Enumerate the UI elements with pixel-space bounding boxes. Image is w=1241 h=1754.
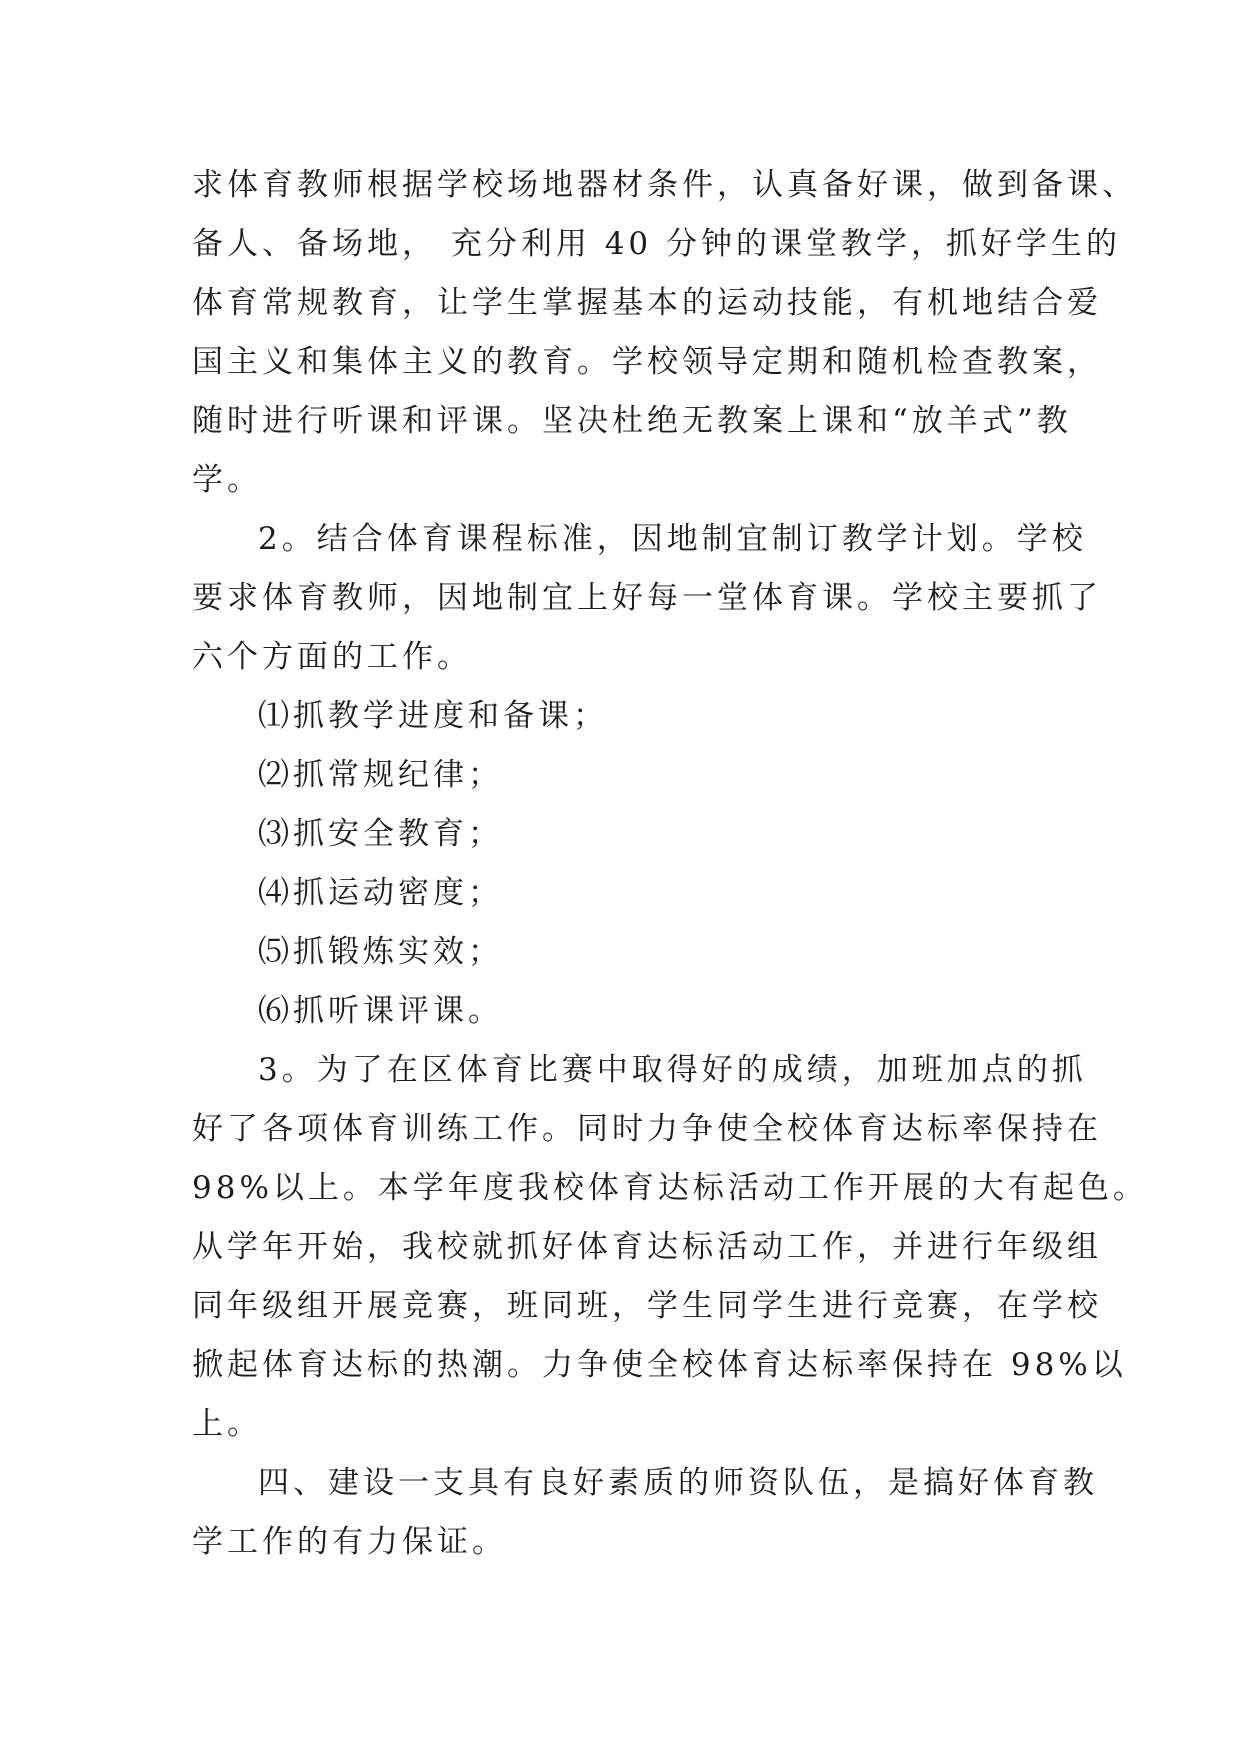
- list-item: ⑸抓锻炼实效；: [258, 934, 503, 970]
- text-line: 好了各项体育训练工作。同时力争使全校体育达标率保持在: [192, 1111, 1102, 1147]
- list-item: ⑷抓运动密度；: [258, 875, 503, 911]
- text-line: 备人、备场地， 充分利用 40 分钟的课堂教学，抓好学生的: [192, 226, 1122, 262]
- list-item: ⑴抓教学进度和备课；: [258, 698, 608, 734]
- text-line: 求体育教师根据学校场地器材条件，认真备好课，做到备课、: [192, 167, 1137, 203]
- text-line: 掀起体育达标的热潮。力争使全校体育达标率保持在 98%以: [192, 1347, 1127, 1383]
- text-line: 六个方面的工作。: [192, 639, 472, 675]
- text-line: 随时进行听课和评课。坚决杜绝无教案上课和“放羊式”教: [192, 403, 1072, 439]
- text-line: 四、建设一支具有良好素质的师资队伍，是搞好体育教: [258, 1465, 1098, 1501]
- list-item: ⑹抓听课评课。: [258, 993, 503, 1029]
- text-line: 要求体育教师，因地制宜上好每一堂体育课。学校主要抓了: [192, 580, 1102, 616]
- text-line: 学。: [192, 462, 262, 498]
- text-line: 2。结合体育课程标准，因地制宜制订教学计划。学校: [258, 521, 1087, 557]
- body-text: [192, 156, 1148, 1572]
- list-item: ⑶抓安全教育；: [258, 816, 503, 852]
- text-line: 3。为了在区体育比赛中取得好的成绩，加班加点的抓: [258, 1052, 1087, 1088]
- text-line: 学工作的有力保证。: [192, 1524, 507, 1560]
- text-line: 从学年开始，我校就抓好体育达标活动工作，并进行年级组: [192, 1229, 1102, 1265]
- list-item: ⑵抓常规纪律；: [258, 757, 503, 793]
- text-line: 国主义和集体主义的教育。学校领导定期和随机检查教案，: [192, 344, 1102, 380]
- text-line: 98%以上。本学年度我校体育达标活动工作开展的大有起色。: [192, 1170, 1148, 1206]
- text-line: 同年级组开展竞赛，班同班，学生同学生进行竞赛，在学校: [192, 1288, 1102, 1324]
- text-line: 体育常规教育，让学生掌握基本的运动技能，有机地结合爱: [192, 285, 1102, 321]
- text-line: 上。: [192, 1406, 262, 1442]
